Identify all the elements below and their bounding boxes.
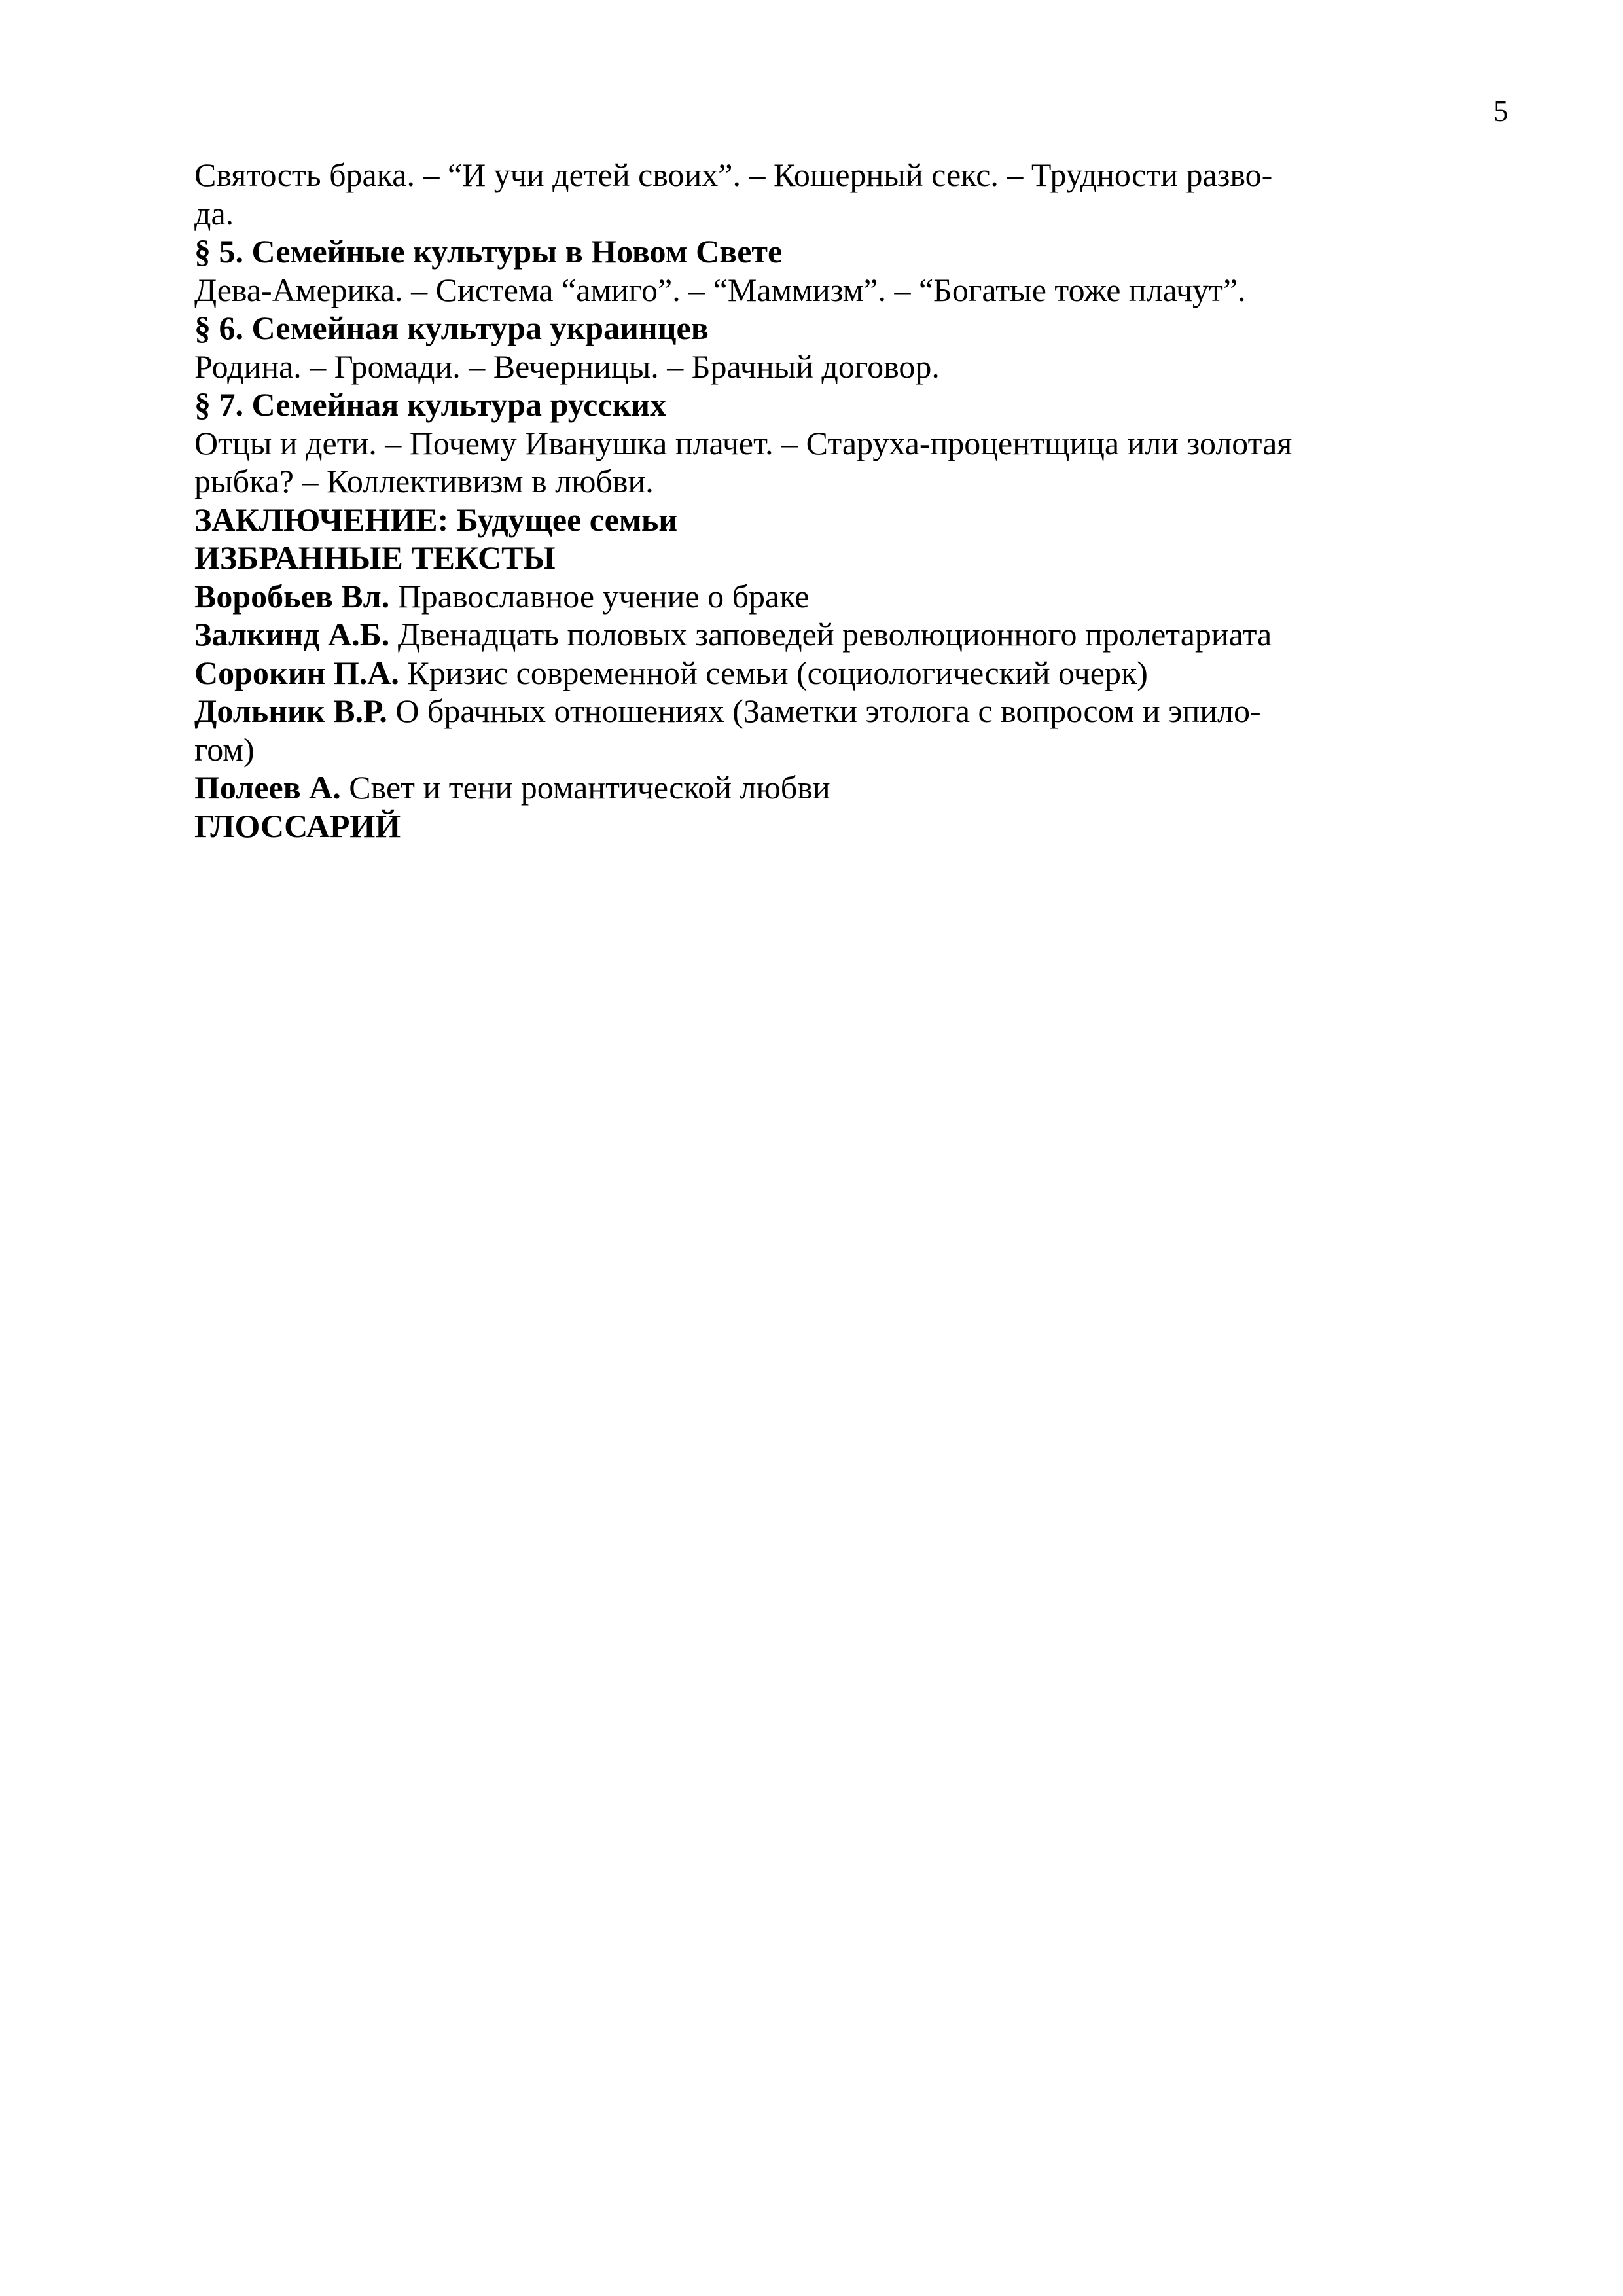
- section-7-title: § 7. Семейная культура русских: [194, 386, 667, 423]
- selected-texts-title: ИЗБРАННЫЕ ТЕКСТЫ: [194, 539, 556, 576]
- selected-text-entry: [194, 768, 1320, 807]
- selected-text-entry-continuation: гом): [194, 730, 255, 768]
- entry-title: Двенадцать половых заповедей революционного пролетариата: [389, 616, 1272, 653]
- glossary-title: ГЛОССАРИЙ: [194, 807, 401, 844]
- section-7-topics-line-1: Отцы и дети. – Почему Иванушка плачет. – Старуха-процентщица или золотая: [194, 424, 1293, 461]
- entry-author: Сорокин П.А.: [194, 654, 399, 691]
- entry-author: Дольник В.Р.: [194, 692, 387, 729]
- section-6-topics: Родина. – Громади. – Вечерницы. – Брачный договор.: [194, 348, 940, 385]
- selected-text-entry: [194, 692, 1320, 730]
- conclusion-title: ЗАКЛЮЧЕНИЕ: Будущее семьи: [194, 501, 678, 538]
- table-of-contents: [194, 156, 1320, 845]
- entry-title: Православное учение о браке: [389, 577, 810, 615]
- selected-text-entry: [194, 654, 1320, 692]
- judaism-topics-line-2: да.: [194, 194, 234, 232]
- page-number: 5: [1493, 95, 1508, 128]
- entry-author: Воробьев Вл.: [194, 577, 390, 615]
- section-5-topics: Дева-Америка. – Система “амиго”. – “Маммизм”. – “Богатые тоже плачут”.: [194, 271, 1246, 308]
- selected-text-entry: [194, 615, 1320, 654]
- entry-title: О брачных отношениях (Заметки этолога с вопросом и эпило-: [387, 692, 1261, 729]
- section-6-title: § 6. Семейная культура украинцев: [194, 310, 709, 346]
- selected-text-entry: [194, 577, 1320, 616]
- section-7-topics-line-2: рыбка? – Коллективизм в любви.: [194, 463, 654, 499]
- entry-author: Залкинд А.Б.: [194, 616, 390, 653]
- entry-title: Кризис современной семьи (социологический очерк): [399, 654, 1148, 691]
- entry-author: Полеев А.: [194, 769, 341, 806]
- section-5-title: § 5. Семейные культуры в Новом Свете: [194, 233, 783, 270]
- entry-title: Свет и тени романтической любви: [340, 769, 830, 806]
- judaism-topics-line-1: Святость брака. – “И учи детей своих”. – Кошерный секс. – Трудности разво-: [194, 156, 1273, 193]
